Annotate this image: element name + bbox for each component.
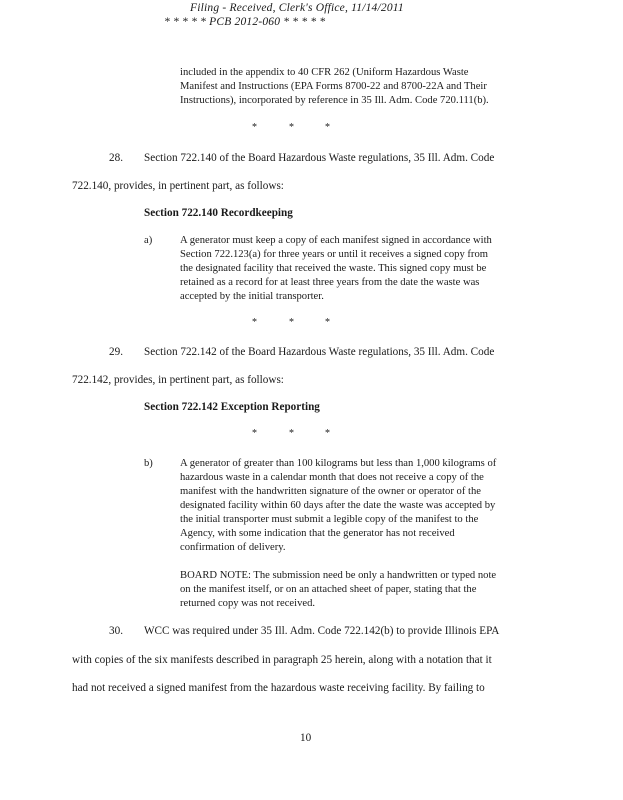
board-note-line: on the manifest itself, or on an attached sheet of paper, stating that the xyxy=(180,584,477,595)
section-142-line: confirmation of delivery. xyxy=(180,542,286,553)
paragraph-number: 29. xyxy=(109,346,123,358)
paragraph-29-line: Section 722.142 of the Board Hazardous Waste regulations, 35 Ill. Adm. Code xyxy=(144,346,495,358)
filing-stamp-line-1: Filing - Received, Clerk's Office, 11/14/2011 xyxy=(190,2,404,14)
ellipsis-star: * xyxy=(325,122,330,133)
quote-top-line: included in the appendix to 40 CFR 262 (Uniform Hazardous Waste xyxy=(180,67,469,78)
quote-top-line: Manifest and Instructions (EPA Forms 8700-22 and 8700-22A and Their xyxy=(180,81,487,92)
ellipsis-star: * xyxy=(252,317,257,328)
ellipsis-star: * xyxy=(289,122,294,133)
section-142-line: designated facility within 60 days after the date the waste was accepted by xyxy=(180,500,496,511)
paragraph-number: 30. xyxy=(109,625,123,637)
ellipsis-star: * xyxy=(325,317,330,328)
page-number: 10 xyxy=(300,732,312,744)
board-note-line: BOARD NOTE: The submission need be only a handwritten or typed note xyxy=(180,570,497,581)
paragraph-30-line: with copies of the six manifests described in paragraph 25 herein, along with a notation that it xyxy=(72,654,492,666)
section-140-line: Section 722.123(a) for three years or until it receives a signed copy from xyxy=(180,249,488,260)
board-note-line: returned copy was not received. xyxy=(180,598,316,609)
section-142-line: Agency, with some indication that the generator has not received xyxy=(180,528,455,539)
ellipsis-star: * xyxy=(289,428,294,439)
section-142-line: manifest with the handwritten signature of the owner or operator of the xyxy=(180,486,481,497)
paragraph-number: 28. xyxy=(109,152,123,164)
ellipsis-star: * xyxy=(289,317,294,328)
paragraph-30-line: WCC was required under 35 Ill. Adm. Code 722.142(b) to provide Illinois EPA xyxy=(144,625,500,637)
section-142-line: A generator of greater than 100 kilograms but less than 1,000 kilograms of xyxy=(180,458,497,469)
section-heading: Section 722.140 Recordkeeping xyxy=(144,207,293,219)
section-heading: Section 722.142 Exception Reporting xyxy=(144,401,320,413)
section-142-line: hazardous waste in a calendar month that does not receive a copy of the xyxy=(180,472,484,483)
item-label: b) xyxy=(144,458,153,469)
paragraph-29-line: 722.142, provides, in pertinent part, as follows: xyxy=(72,374,284,386)
paragraph-28-line: Section 722.140 of the Board Hazardous Waste regulations, 35 Ill. Adm. Code xyxy=(144,152,495,164)
section-140-line: retained as a record for at least three years from the date the waste was xyxy=(180,277,480,288)
section-140-line: A generator must keep a copy of each manifest signed in accordance with xyxy=(180,235,492,246)
paragraph-28-line: 722.140, provides, in pertinent part, as follows: xyxy=(72,180,284,192)
filing-stamp-line-2: * * * * * PCB 2012-060 * * * * * xyxy=(164,16,326,28)
ellipsis-star: * xyxy=(325,428,330,439)
section-140-line: the designated facility that received the waste. This signed copy must be xyxy=(180,263,487,274)
section-140-line: accepted by the initial transporter. xyxy=(180,291,324,302)
item-label: a) xyxy=(144,235,153,246)
quote-top-line: Instructions), incorporated by reference in 35 Ill. Adm. Code 720.111(b). xyxy=(180,95,489,106)
ellipsis-star: * xyxy=(252,428,257,439)
paragraph-30-line: had not received a signed manifest from the hazardous waste receiving facility. By failing to xyxy=(72,682,485,694)
section-142-line: the initial transporter must submit a legible copy of the manifest to the xyxy=(180,514,479,525)
ellipsis-star: * xyxy=(252,122,257,133)
